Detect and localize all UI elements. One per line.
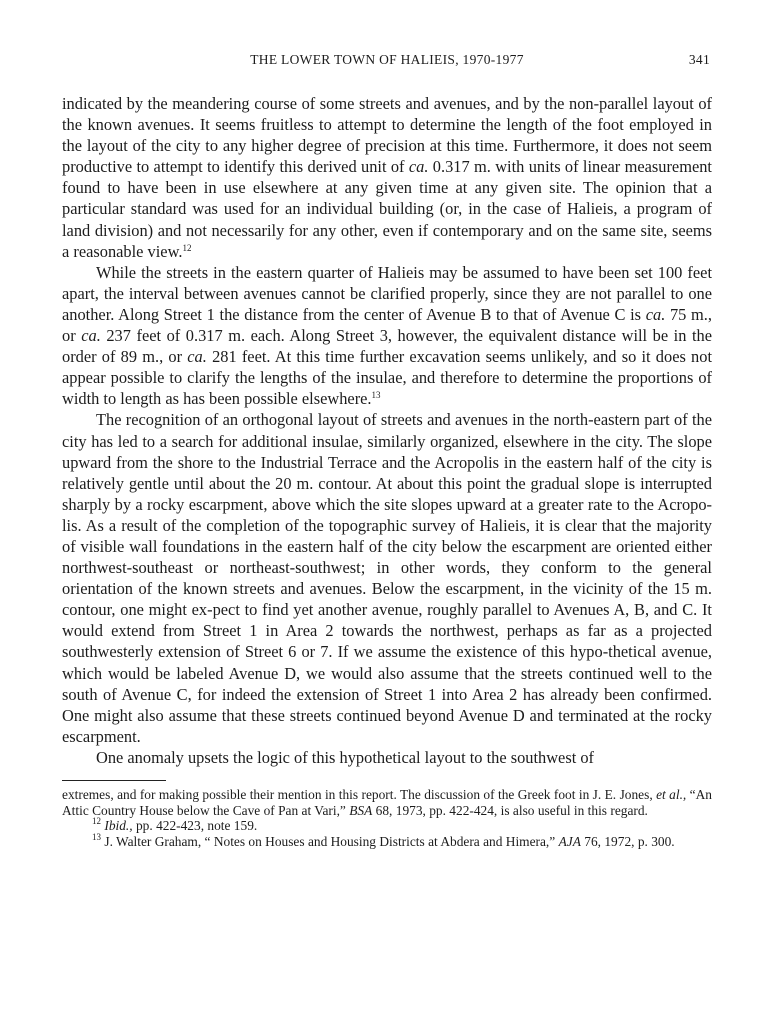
fn-cont-etal: et al., (656, 787, 687, 802)
paragraph-1 (62, 93, 712, 262)
fn-cont-a: extremes, and for making possible their mention in this report. The discussion of the Greek foot in J. E. Jones, (62, 787, 653, 802)
footnote-ref-13[interactable]: 13 (371, 390, 381, 401)
p2-a: While the streets in the eastern quarter of Halieis may be assumed to have been set 100 feet apart, the interval between avenues cannot be clarified properly, since they are not parallel to one another. Along Street 1 the distance from the center of Avenue B to that of Avenue C is (62, 262, 712, 324)
footnote-12 (62, 818, 712, 834)
fn-cont-b: “An Attic Country House below the Cave of Pan at Vari,” (62, 787, 712, 818)
p1-text: indicated by the meandering course of some streets and avenues, and by the non-parallel layout of the known avenues. It seems fruitless to attempt to determine the length of the foot employed in the layout of the city to any higher degree of precision at this time. Furthermore, it does not seem productive to attempt to identify this derived unit of (62, 94, 712, 177)
p2-ca3: ca. (187, 347, 207, 367)
footnote-continuation (62, 787, 712, 818)
footnote-divider (62, 780, 166, 781)
footnotes (62, 787, 712, 849)
footnote-12-text: pp. 422-423, note 159. (135, 818, 258, 834)
footnote-12-ibid: Ibid., (104, 818, 133, 834)
paragraph-3: The recognition of an orthogonal layout of streets and avenues in the north-eastern part of the city has led to a search for additional insulae, similarly organized, elsewhere in the city. The slope upward from the shore to the Industrial Terrace and the Acropolis in the eastern half of the city is relatively gentle until about the 20 m. contour. At about this point the gradual slope is interrupted sharply by a rocky escarpment, above which the site slopes upward at a greater rate to the Acropo-lis. As a result of the completion of the topographic survey of Halieis, it is clear that the majority of visible wall foundations in the eastern half of the city below the escarpment are oriented either northwest-southeast or northeast-southwest; in other words, they conform to the general orientation of the known streets and avenues. Below the escarpment, in the vicinity of the 15 m. contour, one might ex-pect to find yet another avenue, roughly parallel to Avenues A, B, and C. It would extend from Street 1 in Area 2 towards the northwest, perhaps as far as a projected southwesterly extension of Street 6 or 7. If we assume the existence of this hypo-thetical avenue, which would be labeled Avenue D, we would also assume that the streets continued well to the south of Avenue C, for indeed the extension of Street 1 into Area 2 has already been confirmed. One might also assume that these streets continued beyond Avenue D and terminated at the rocky escarpment. (62, 410, 712, 746)
page-number: 341 (688, 52, 710, 67)
footnote-13-journal: AJA (558, 833, 581, 849)
fn-cont-c: 68, 1973, pp. 422-424, is also useful in this regard. (375, 802, 648, 818)
body-text (62, 93, 712, 768)
running-header (62, 52, 712, 74)
p2-d: 281 feet. At this time further excavation seems unlikely, and so it does not appear possible to clarify the lengths of the insulae, and therefore to determine the proportions of width to length as has been possible elsewhere. (62, 347, 712, 409)
p2-c: 237 feet of 0.317 m. each. Along Street 3, however, the equivalent distance will be in the order of 89 m., or (62, 326, 712, 367)
footnote-ref-12[interactable]: 12 (182, 242, 192, 253)
fn-cont-journal: BSA (349, 802, 373, 818)
p2-ca1: ca. (645, 304, 666, 324)
paragraph-2 (62, 262, 712, 410)
page (62, 52, 712, 849)
footnote-13 (62, 831, 712, 850)
p2-b: 75 m., or (62, 304, 712, 346)
footnote-13-rest: 76, 1972, p. 300. (584, 833, 675, 849)
paragraph-4: One anomaly upsets the logic of this hypothetical layout to the southwest of (96, 747, 595, 767)
footnote-13-number: 13 (92, 831, 101, 842)
p2-ca2: ca. (81, 326, 101, 346)
footnote-13-text: J. Walter Graham, “ Notes on Houses and Housing Districts at Abdera and Himera,” (104, 833, 556, 849)
footnote-12-number: 12 (92, 816, 101, 827)
running-title: THE LOWER TOWN OF HALIEIS, 1970-1977 (250, 52, 524, 67)
p1-ca: ca. (408, 157, 429, 177)
p1-text-b: 0.317 m. with units of linear measurement found to have been in use elsewhere at any given time at any given site. The opinion that a particular standard was used for an individual building (or, in the case of Halieis, a program of land division) and not necessarily for any other, even if contemporary and on the same site, seems a reasonable view. (62, 157, 712, 261)
